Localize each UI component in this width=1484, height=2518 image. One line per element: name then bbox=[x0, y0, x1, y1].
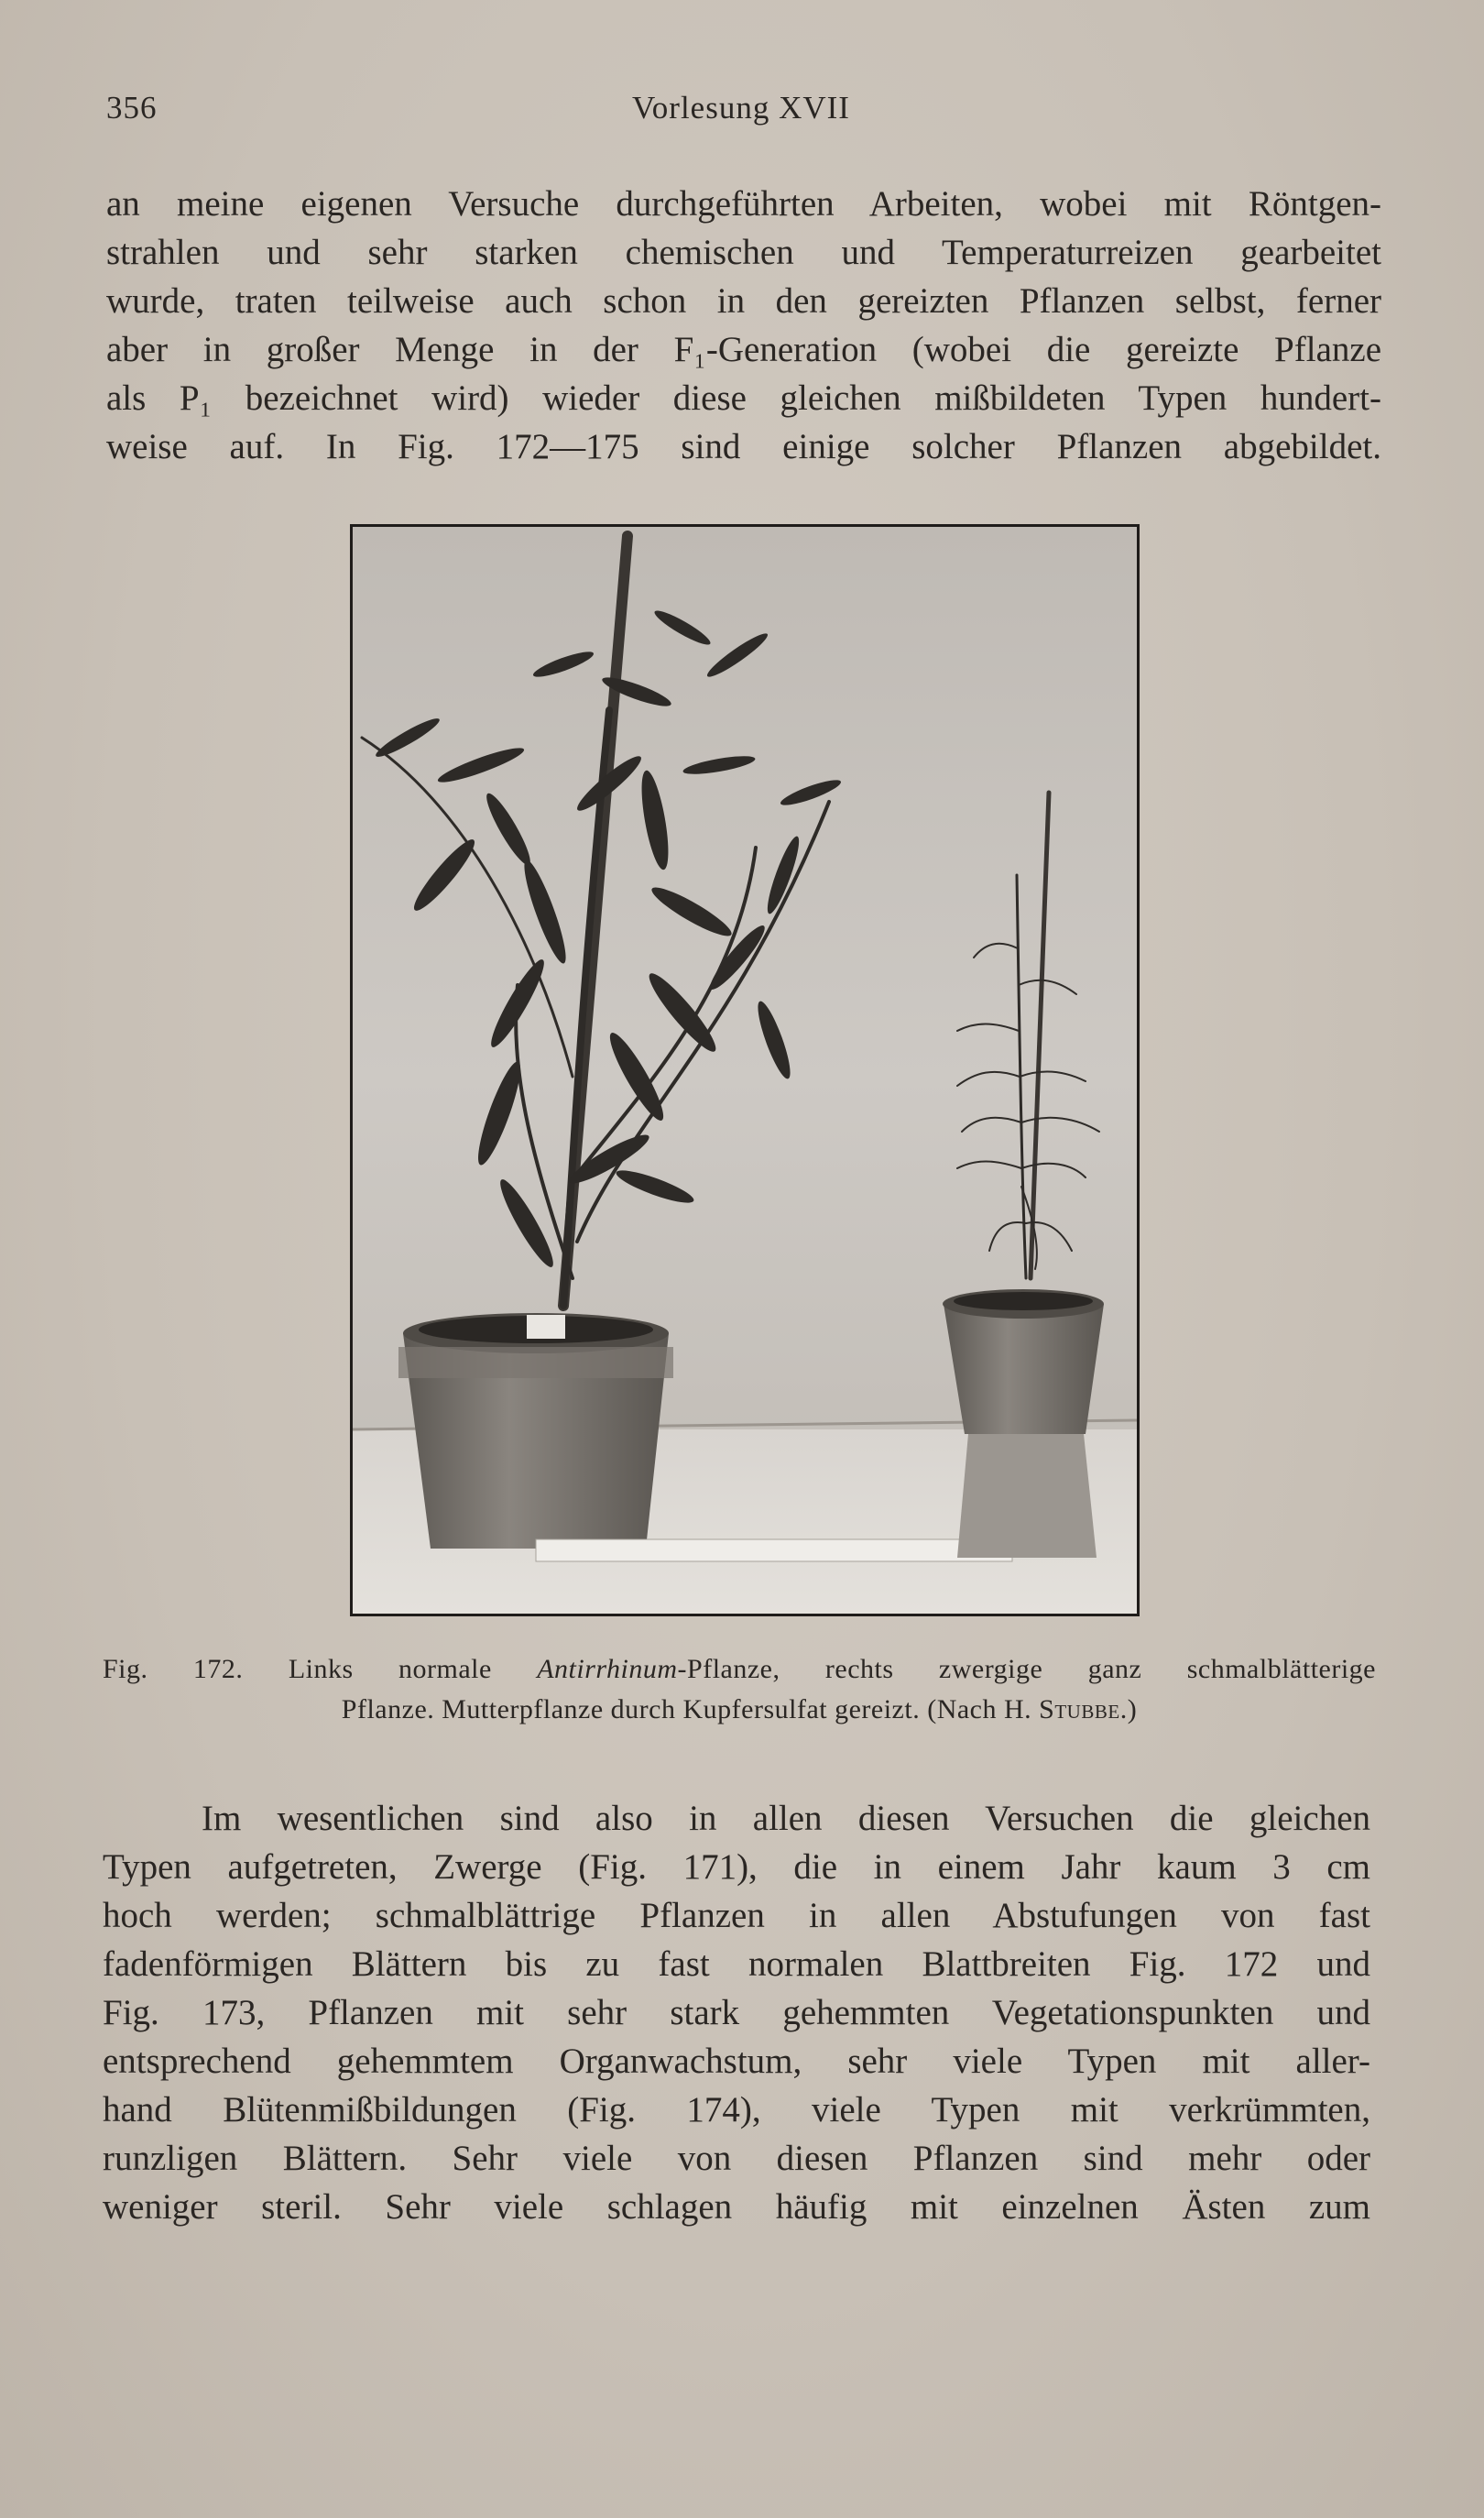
text-line: fadenförmigen Blättern bis zu fast normalen Blattbreiten Fig. 172 und bbox=[103, 1944, 1370, 1984]
text-line: strahlen und sehr starken chemischen und Temperaturreizen gearbeitet bbox=[106, 233, 1381, 272]
text-line: hoch werden; schmalblättrige Pflanzen in allen Abstufungen von fast bbox=[103, 1896, 1370, 1935]
text-line: hand Blütenmißbildungen (Fig. 174), viele Typen mit verkrümmten, bbox=[103, 2090, 1370, 2129]
paragraph-top bbox=[106, 180, 1381, 471]
text-line: aber in großer Menge in der F₁-Generation (wobei die gereizte Pflanze bbox=[106, 330, 1381, 369]
text-line: entsprechend gehemmtem Organwachstum, sehr viele Typen mit aller- bbox=[103, 2042, 1370, 2081]
paragraph-bottom bbox=[103, 1794, 1370, 2231]
caption-line bbox=[103, 1690, 1376, 1730]
text-line: Im wesentlichen sind also in allen diesen Versuchen die gleichen bbox=[202, 1799, 1370, 1838]
text-line: weise auf. In Fig. 172—175 sind einige solcher Pflanzen abgebildet. bbox=[106, 427, 1381, 466]
text-line: an meine eigenen Versuche durchgeführten Arbeiten, wobei mit Röntgen- bbox=[106, 184, 1381, 224]
text-line: als P₁ bezeichnet wird) wieder diese gleichen mißbildeten Typen hundert- bbox=[106, 378, 1381, 418]
caption-text: Fig. 172. Links normale bbox=[103, 1654, 538, 1684]
running-title: Vorlesung XVII bbox=[632, 90, 850, 126]
text-line: Typen aufgetreten, Zwerge (Fig. 171), die in einem Jahr kaum 3 cm bbox=[103, 1847, 1370, 1887]
caption-text: -Pflanze, rechts zwergige ganz schmalblätterige bbox=[677, 1654, 1376, 1684]
page-number: 356 bbox=[106, 90, 158, 126]
plant-photo-illustration bbox=[353, 527, 1137, 1614]
caption-genus: Antirrhinum bbox=[537, 1654, 678, 1684]
text-line: weniger steril. Sehr viele schlagen häufig mit einzelnen Ästen zum bbox=[103, 2187, 1370, 2227]
figure-photograph bbox=[350, 524, 1140, 1616]
caption-line bbox=[103, 1649, 1376, 1690]
caption-author: Stubbe bbox=[1039, 1694, 1120, 1724]
text-line: Fig. 173, Pflanzen mit sehr stark gehemmten Vegetationspunkten und bbox=[103, 1993, 1370, 2032]
caption-text: .) bbox=[1119, 1694, 1138, 1724]
figure-caption bbox=[103, 1649, 1376, 1730]
text-line: runzligen Blättern. Sehr viele von diesen Pflanzen sind mehr oder bbox=[103, 2139, 1370, 2178]
caption-text: Pflanze. Mutterpflanze durch Kupfersulfat gereizt. (Nach H. bbox=[341, 1694, 1040, 1724]
text-line: wurde, traten teilweise auch schon in den gereizten Pflanzen selbst, ferner bbox=[106, 281, 1381, 321]
page-header bbox=[106, 90, 1376, 136]
